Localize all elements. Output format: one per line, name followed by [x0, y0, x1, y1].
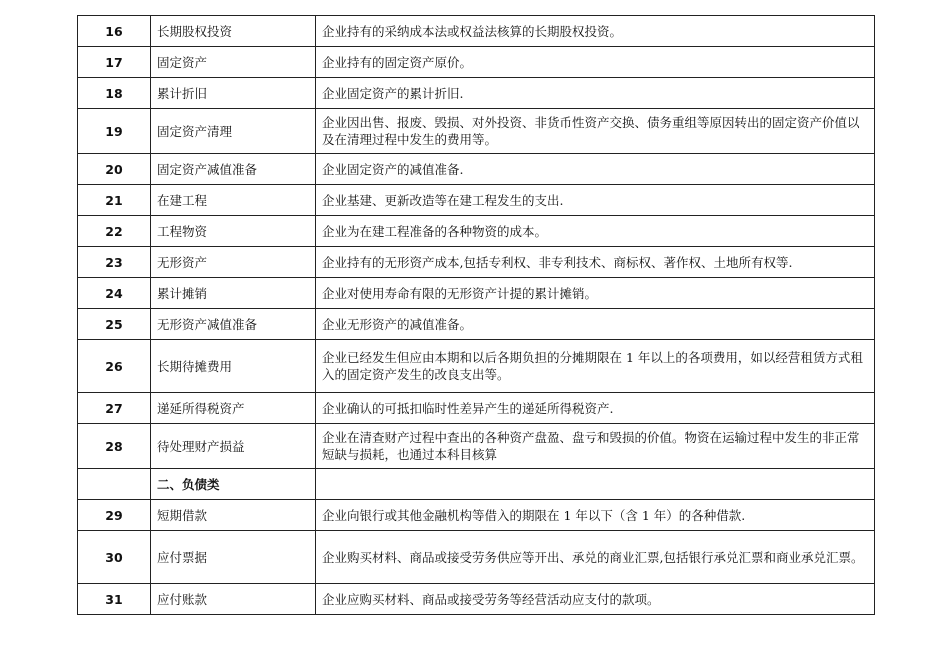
table-row: [78, 340, 875, 393]
account-description: 企业因出售、报废、毁损、对外投资、非货币性资产交换、债务重组等原因转出的固定资产价值以及在清理过程中发生的费用等。: [316, 109, 875, 154]
row-number: 19: [78, 109, 151, 154]
row-number: 24: [78, 278, 151, 309]
account-name: 累计折旧: [151, 78, 316, 109]
account-name: 待处理财产损益: [151, 424, 316, 469]
row-number: 31: [78, 584, 151, 615]
account-name: 无形资产减值准备: [151, 309, 316, 340]
account-description: 企业购买材料、商品或接受劳务供应等开出、承兑的商业汇票,包括银行承兑汇票和商业承兑汇票。: [316, 531, 875, 584]
accounts-table: [77, 15, 875, 615]
table-row: [78, 109, 875, 154]
account-name: 应付票据: [151, 531, 316, 584]
section-row: [78, 469, 875, 500]
account-description: 企业已经发生但应由本期和以后各期负担的分摊期限在 1 年以上的各项费用，如以经营租赁方式租入的固定资产发生的改良支出等。: [316, 340, 875, 393]
table-row: [78, 424, 875, 469]
row-number: [78, 469, 151, 500]
account-description: 企业无形资产的减值准备。: [316, 309, 875, 340]
account-description: 企业对使用寿命有限的无形资产计提的累计摊销。: [316, 278, 875, 309]
table-row: [78, 393, 875, 424]
accounts-table-body: [78, 16, 875, 615]
table-row: [78, 247, 875, 278]
table-row: [78, 78, 875, 109]
account-description: 企业固定资产的减值准备.: [316, 154, 875, 185]
account-description: 企业持有的无形资产成本,包括专利权、非专利技术、商标权、著作权、土地所有权等.: [316, 247, 875, 278]
account-name: 递延所得税资产: [151, 393, 316, 424]
table-row: [78, 185, 875, 216]
row-number: 16: [78, 16, 151, 47]
row-number: 27: [78, 393, 151, 424]
row-number: 26: [78, 340, 151, 393]
table-row: [78, 309, 875, 340]
account-description: 企业基建、更新改造等在建工程发生的支出.: [316, 185, 875, 216]
row-number: 22: [78, 216, 151, 247]
account-name: 长期股权投资: [151, 16, 316, 47]
account-name: 累计摊销: [151, 278, 316, 309]
row-number: 18: [78, 78, 151, 109]
row-number: 21: [78, 185, 151, 216]
account-name: 应付账款: [151, 584, 316, 615]
row-number: 25: [78, 309, 151, 340]
row-number: 28: [78, 424, 151, 469]
account-description: 企业确认的可抵扣临时性差异产生的递延所得税资产.: [316, 393, 875, 424]
account-name: 在建工程: [151, 185, 316, 216]
table-row: [78, 154, 875, 185]
account-description: 企业固定资产的累计折旧.: [316, 78, 875, 109]
table-row: [78, 216, 875, 247]
row-number: 30: [78, 531, 151, 584]
row-number: 20: [78, 154, 151, 185]
table-row: [78, 16, 875, 47]
account-description: 企业为在建工程准备的各种物资的成本。: [316, 216, 875, 247]
section-title: 二、负债类: [151, 469, 316, 500]
account-description: 企业应购买材料、商品或接受劳务等经营活动应支付的款项。: [316, 584, 875, 615]
account-description: 企业持有的固定资产原价。: [316, 47, 875, 78]
table-row: [78, 500, 875, 531]
table-row: [78, 278, 875, 309]
row-number: 23: [78, 247, 151, 278]
account-name: 无形资产: [151, 247, 316, 278]
table-row: [78, 584, 875, 615]
row-number: 17: [78, 47, 151, 78]
account-description: 企业持有的采纳成本法或权益法核算的长期股权投资。: [316, 16, 875, 47]
account-description: 企业在清查财产过程中查出的各种资产盘盈、盘亏和毁损的价值。物资在运输过程中发生的非正常短缺与损耗，也通过本科目核算: [316, 424, 875, 469]
account-description: [316, 469, 875, 500]
account-name: 短期借款: [151, 500, 316, 531]
table-row: [78, 47, 875, 78]
account-description: 企业向银行或其他金融机构等借入的期限在 1 年以下（含 1 年）的各种借款.: [316, 500, 875, 531]
account-name: 工程物资: [151, 216, 316, 247]
table-row: [78, 531, 875, 584]
account-name: 固定资产减值准备: [151, 154, 316, 185]
account-name: 固定资产清理: [151, 109, 316, 154]
row-number: 29: [78, 500, 151, 531]
account-name: 长期待摊费用: [151, 340, 316, 393]
account-name: 固定资产: [151, 47, 316, 78]
